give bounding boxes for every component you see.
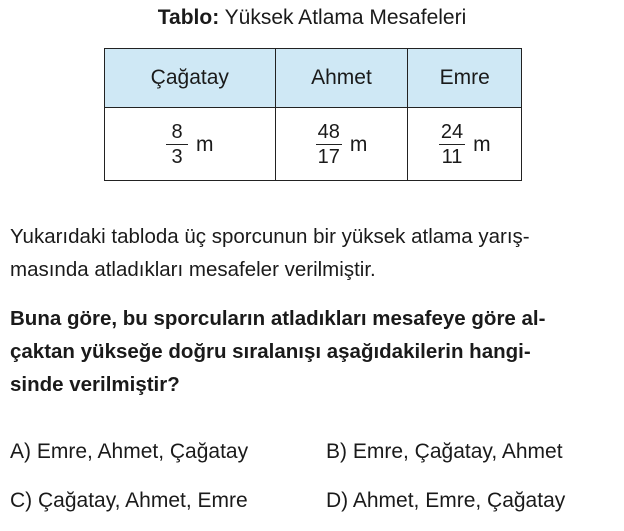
denominator: 17 bbox=[317, 146, 340, 168]
question-line: Buna göre, bu sporcuların atladıkları mesafeye göre al- bbox=[10, 307, 546, 330]
fraction bbox=[316, 121, 342, 168]
unit-label: m bbox=[473, 132, 491, 156]
table-row bbox=[105, 108, 522, 181]
fraction bbox=[166, 121, 188, 168]
question-text bbox=[10, 302, 616, 401]
question-line: çaktan yükseğe doğru sıralanışı aşağıdakilerin hangi- bbox=[10, 340, 531, 363]
option-a[interactable]: A) Emre, Ahmet, Çağatay bbox=[10, 440, 249, 463]
table-header-row bbox=[105, 49, 522, 108]
denominator: 3 bbox=[171, 146, 183, 168]
jump-distance-table bbox=[104, 48, 522, 181]
caption-text: Yüksek Atlama Mesafeleri bbox=[219, 6, 467, 29]
option-d[interactable]: D) Ahmet, Emre, Çağatay bbox=[326, 489, 566, 512]
denominator: 11 bbox=[441, 146, 463, 168]
unit-label: m bbox=[196, 132, 214, 156]
value-cell-cagatay bbox=[105, 108, 276, 181]
header-cell-ahmet: Ahmet bbox=[275, 49, 408, 108]
header-cell-cagatay: Çağatay bbox=[105, 49, 276, 108]
value-cell-emre bbox=[408, 108, 522, 181]
intro-line: Yukarıdaki tabloda üç sporcunun bir yüksek atlama yarış- bbox=[10, 225, 530, 248]
question-line: sinde verilmiştir? bbox=[10, 373, 180, 396]
table-caption bbox=[0, 6, 624, 30]
intro-line: masında atladıkları mesafeler verilmiştir. bbox=[10, 258, 376, 281]
numerator: 24 bbox=[440, 121, 464, 143]
option-c[interactable]: C) Çağatay, Ahmet, Emre bbox=[10, 489, 248, 512]
caption-prefix: Tablo: bbox=[157, 6, 220, 29]
unit-label: m bbox=[349, 132, 368, 156]
numerator: 48 bbox=[317, 121, 340, 143]
header-cell-emre: Emre bbox=[408, 49, 522, 108]
numerator: 8 bbox=[166, 121, 188, 145]
intro-paragraph bbox=[10, 220, 616, 286]
option-b[interactable]: B) Emre, Çağatay, Ahmet bbox=[326, 440, 563, 463]
fraction bbox=[439, 121, 465, 168]
value-cell-ahmet bbox=[275, 108, 408, 181]
